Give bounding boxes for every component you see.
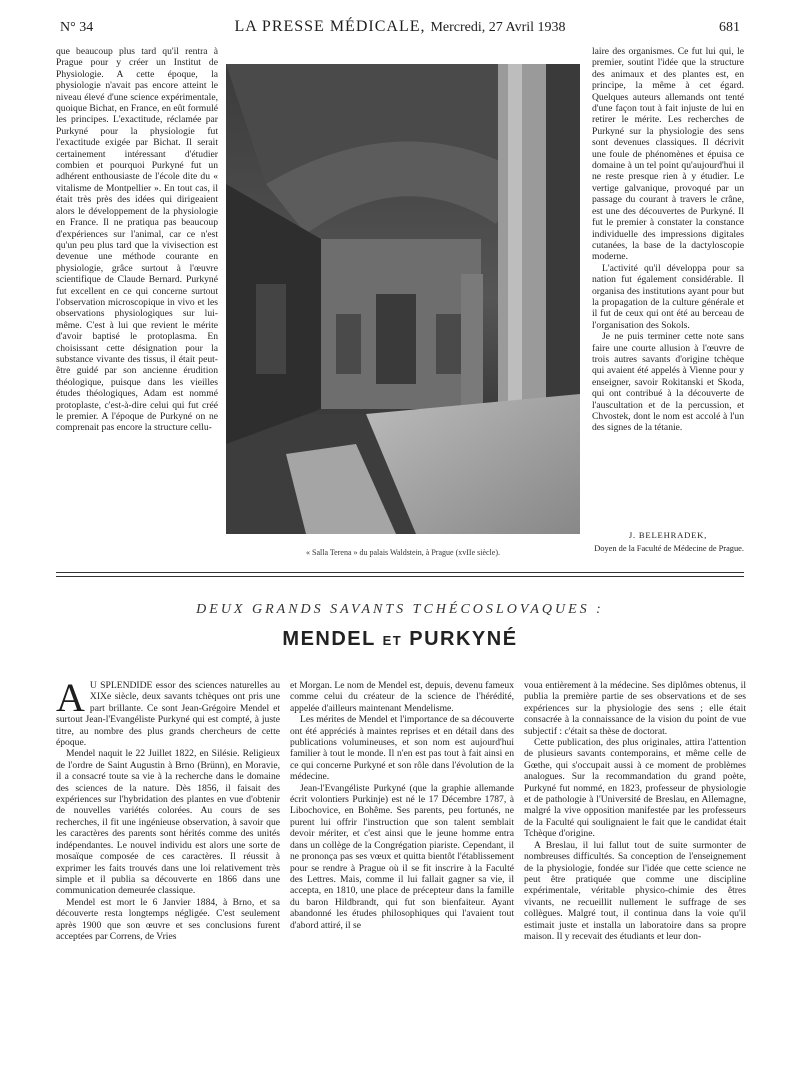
- paragraph: Les mérites de Mendel et l'importance de sa découverte ont été appréciés à maintes reprises et en détail dans des publications volumineuses, et son nom est aujourd'hui familier à tout le monde. Il n'en est pas tout à fait ainsi en ce qui concerne Purkyné et son rôle dans l'évolution de la médecine.: [290, 714, 514, 783]
- drop-cap: A: [56, 680, 85, 720]
- paragraph: Je ne puis terminer cette note sans faire une courte allusion à l'œuvre de trois autres savants d'origine tchèque qui avaient été appelés à Vienne pour y enseigner, savoir Rokitanski et Skoda, qui ont contribué à la découverte de l'auscultation et de la percussion, et Chvostek, dont le nom est accolé à l'un des signes de la tétanie.: [592, 331, 744, 434]
- title-purkyne: PURKYNÉ: [409, 628, 518, 650]
- page-header: [60, 18, 740, 40]
- paragraph: Mendel naquit le 22 Juillet 1822, en Silésie. Religieux de l'ordre de Saint Augustin à Brno (Brünn), en Moravie, il a consacré toute sa vie à la recherche dans le domaine des sciences de la nature. Dès 1856, il faisait des expériences sur l'hybridation des plantes en vue d'obtenir de nouvelles variétés colorées. Au cours de ses recherches, il fit une ingénieuse observation, à savoir que les caractères des parents sont hérités comme des unités indépendantes. Le nouvel individu est alors une sorte de mosaïque composée de ces caractères. Il réussit à exprimer les faits trouvés dans une loi relativement très simple et il publia sa découverte en 1866 dans une communication demeurée classique.: [56, 748, 280, 897]
- divider-rule: [56, 576, 744, 577]
- paragraph: U SPLENDIDE essor des sciences naturelles au XIXe siècle, deux savants tchèques ont pris une part brillante. Ce sont Jean-Grégoire Mendel et surtout Jean-l'Evangéliste Purkyné qui est compté, à juste titre, au nombre des plus grands chercheurs de cette époque.: [56, 680, 280, 749]
- paragraph: et Morgan. Le nom de Mendel est, depuis, devenu fameux comme celui du créateur de la science de l'hérédité, appelée d'ailleurs maintenant Mendelisme.: [290, 680, 514, 714]
- article-column-1: [56, 680, 280, 1075]
- paragraph: laire des organismes. Ce fut lui qui, le premier, soutint l'idée que la structure des animaux et des plantes est, en principe, la même à cet égard. Quelques auteurs allemands ont tenté d'une façon tout à fait injuste de lui en retirer le mérite. Les recherches de Purkyné sur la physiologie des sens sont devenues classiques. Il décrivit une foule de phénomènes et épuisa ce domaine à un tel point qu'aujourd'hui il ne reste presque rien à y étudier. Le vertige galvanique, provoqué par un passage du courant à travers le crâne, est une des découvertes de Purkyné. Il fut le premier à constater la constance individuelle des impressions digitales cutanées, la base de la dactyloscopie moderne.: [592, 46, 744, 263]
- author-name: J. BELEHRADEK,: [628, 530, 708, 540]
- signature-block: [592, 530, 744, 554]
- journal-name: LA PRESSE MÉDICALE,: [234, 18, 426, 35]
- loggia-image: [226, 64, 580, 534]
- issue-date: Mercredi, 27 Avril 1938: [430, 20, 566, 35]
- journal-title: [60, 18, 740, 36]
- paragraph: Cette publication, des plus originales, attira l'attention de plusieurs savants contemporains, et même celle de Gœthe, qui s'occupait aussi à ce moment de problèmes analogues. Sur la recommandation du grand poète, Purkyné fut nommé, en 1823, professeur de physiologie et de pathologie à l'Université de Breslau, en Allemagne, malgré la vive opposition manifestée par les professeurs de la Faculté qui soulignaient le fait que le candidat était Tchèque d'origine.: [524, 737, 746, 840]
- article-column-2: [290, 680, 514, 1075]
- paragraph: L'activité qu'il développa pour sa nation fut également considérable. Il organisa des institutions ayant pour but la propagation de la culture générale et il fut de ceux qui ont été au berceau de l'organisation des Sokols.: [592, 262, 744, 331]
- divider-rule: [56, 572, 744, 573]
- paragraph: Jean-l'Evangéliste Purkyné (que la graphie allemande écrit volontiers Purkinje) est né le 17 Décembre 1787, à Libochovice, en Bohême. Ses parents, peu fortunés, ne purent lui offrir l'instruction que son talent semblait devoir mériter, et c'est ainsi que le jeune homme entra dans un collège de la Congrégation piariste. Cependant, il ne prononça pas ses vœux et quitta bientôt l'établissement pour se rendre à Prague où il se fit inscrire à la Faculté des Lettres. Mais, comme il lui fallait gagner sa vie, il accepta, en 1810, une place de précepteur dans la famille du baron Hildbrandt, qui fut son bienfaiteur. Ayant abandonné les études philosophiques qui l'avaient tout d'abord attiré, il se: [290, 782, 514, 931]
- paragraph: voua entièrement à la médecine. Ses diplômes obtenus, il publia la première partie de ses observations et de ses expériences sur la physiologie des sens ; elle était consacrée à la connaissance de la vision du point de vue subjectif : c'était sa thèse de doctorat.: [524, 680, 746, 737]
- article-title: [56, 628, 744, 651]
- photo-caption: « Salla Terena » du palais Waldstein, à Prague (xvIIe siècle).: [306, 548, 500, 557]
- paragraph: A Breslau, il lui fallut tout de suite surmonter de nombreuses difficultés. Sa conception de l'enseignement de la physiologie, fondée sur l'idée que cette science ne peut être pratiquée que comme une discipline expérimentale, véritable physico-chimie des êtres vivants, ne recueillit nullement le suffrage de ses collègues. Malgré tout, il continua dans la voie qu'il estimait juste et installa un laboratoire dans sa propre maison. Il y recevait des étudiants et leur don-: [524, 839, 746, 942]
- top-left-column: [56, 46, 218, 556]
- paragraph: que beaucoup plus tard qu'il rentra à Prague pour y créer un Institut de Physiologie. A cette époque, la physiologie n'avait pas encore atteint le niveau élevé d'une science expérimentale, quoique Bichat, en France, en eût formulé les principes. L'exactitude, réclamée par Purkyné pour la physiologie fut l'exactitude exigée par Bichat. Il serait certainement intéressant d'étudier combien et pourquoi Purkyné fut un adhérent enthousiaste de l'école dite du « vitalisme de Montpellier ». En tout cas, il était très près des idées qui dirigeaient alors le développement de la physiologie en France. Il ne pratiqua pas beaucoup d'expériences sur l'animal, car ce n'est qu'un peu plus tard que la vivisection est devenue une méthode courante en physiologie, grâce surtout à l'œuvre scientifique de Claude Bernard. Purkyné fut excellent en ce qui concerne surtout l'observation microscopique in vivo et les observations physiologiques sur lui-même. C'est à lui que revient le mérite d'avoir baptisé le protoplasma. En choisissant cette désignation pour la substance vivante des tissus, il était peut-être guidé par son ancienne érudition théologique, puisque dans les vieilles études théologiques, Adam est nommé protoplaste, c'est-à-dire celui qui fut créé le premier. A l'époque de Purkyné on ne comprenait pas encore la structure cellu-: [56, 46, 218, 434]
- issue-number: N° 34: [60, 20, 94, 35]
- title-et: ET: [382, 633, 403, 648]
- page-number: 681: [719, 20, 740, 35]
- author-role: Doyen de la Faculté de Médecine de Prague.: [594, 544, 744, 553]
- title-mendel: MENDEL: [282, 628, 376, 650]
- article-column-3: [524, 680, 746, 1075]
- article-subtitle: DEUX GRANDS SAVANTS TCHÉCOSLOVAQUES :: [196, 602, 604, 617]
- paragraph: Mendel est mort le 6 Janvier 1884, à Brno, et sa découverte resta longtemps négligée. C'est seulement après 1900 que son œuvre et ses conclusions furent acceptées par Correns, de Vries: [56, 896, 280, 942]
- photograph-salla-terena: [226, 64, 580, 534]
- top-right-column: [592, 46, 744, 551]
